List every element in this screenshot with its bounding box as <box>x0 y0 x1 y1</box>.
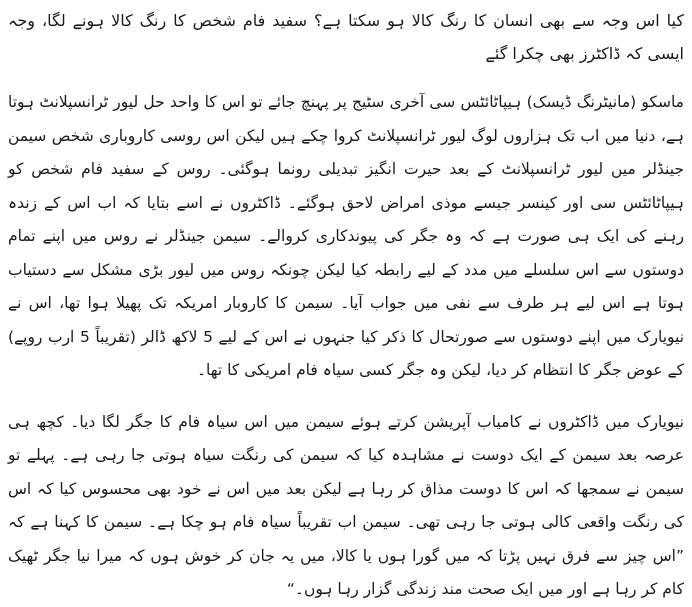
article-paragraph: ماسکو (مانیٹرنگ ڈیسک) ہیپاٹائٹس سی آخری سٹیج پر پہنچ جائے تو اس کا واحد حل لیور ٹرانسپلانٹ ہوتا ہے، دنیا میں اب تک ہزاروں لوگ لیور ٹرانسپلانٹ کروا چکے ہیں لیکن اس روسی کاروباری شخص سیمن جینڈلر میں لیور ٹرانسپلانٹ کے بعد حیرت انگیز تبدیلی رونما ہوگئی۔ روس کے سفید فام شخص کو ہیپاٹائٹس سی اور کینسر جیسے موذی امراض لاحق ہوگئے۔ ڈاکٹروں نے اسے بتایا کہ اب اس کے زندہ رہنے کی ایک ہی صورت ہے کہ وہ جگر کی پیوندکاری کروالے۔ سیمن جینڈلر نے روس میں اپنے تمام دوستوں سے اس سلسلے میں مدد کے لیے رابطہ کیا لیکن چونکہ روس میں لیور بڑی مشکل سے دستیاب ہوتا ہے اس لیے ہر طرف سے نفی میں جواب آیا۔ سیمن کا کاروبار امریکہ تک پھیلا ہوا تھا، اس نے نیویارک میں اپنے دوستوں سے صورتحال کا ذکر کیا جنہوں نے اس کے لیے 5 لاکھ ڈالر (تقریباً 5 ارب روپے) کے عوض جگر کا انتظام کر دیا، لیکن وہ جگر کسی سیاہ فام امریکی کا تھا۔ <box>8 93 685 379</box>
article-paragraph: نیویارک میں ڈاکٹروں نے کامیاب آپریشن کرتے ہوئے سیمن میں اس سیاہ فام کا جگر لگا دیا۔ کچھ ہی عرصہ بعد سیمن کے ایک دوست نے مشاہدہ کیا کہ سیمن کی رنگت سیاہ ہوتی جا رہی ہے۔ پہلے تو سیمن نے سمجھا کہ اس کا دوست مذاق کر رہا ہے لیکن بعد میں اس نے خود بھی محسوس کیا کہ اس کی رنگت واقعی کالی ہوتی جا رہی تھی۔ سیمن اب تقریباً سیاہ فام ہو چکا ہے۔ سیمن کا کہنا ہے کہ ”اس چیز سے فرق نہیں پڑتا کہ میں گورا ہوں یا کالا، میں یہ جان کر خوش ہوں کہ میرا نیا جگر ٹھیک کام کر رہا ہے اور میں ایک صحت مند زندگی گزار رہا ہوں۔“ <box>8 412 684 598</box>
article-headline: کیا اس وجہ سے بھی انسان کا رنگ کالا ہو سکتا ہے؟ سفید فام شخص کا رنگ کالا ہونے لگا، وجہ ایسی کہ ڈاکٹرز بھی چکرا گئے <box>8 11 684 63</box>
article <box>8 0 684 607</box>
